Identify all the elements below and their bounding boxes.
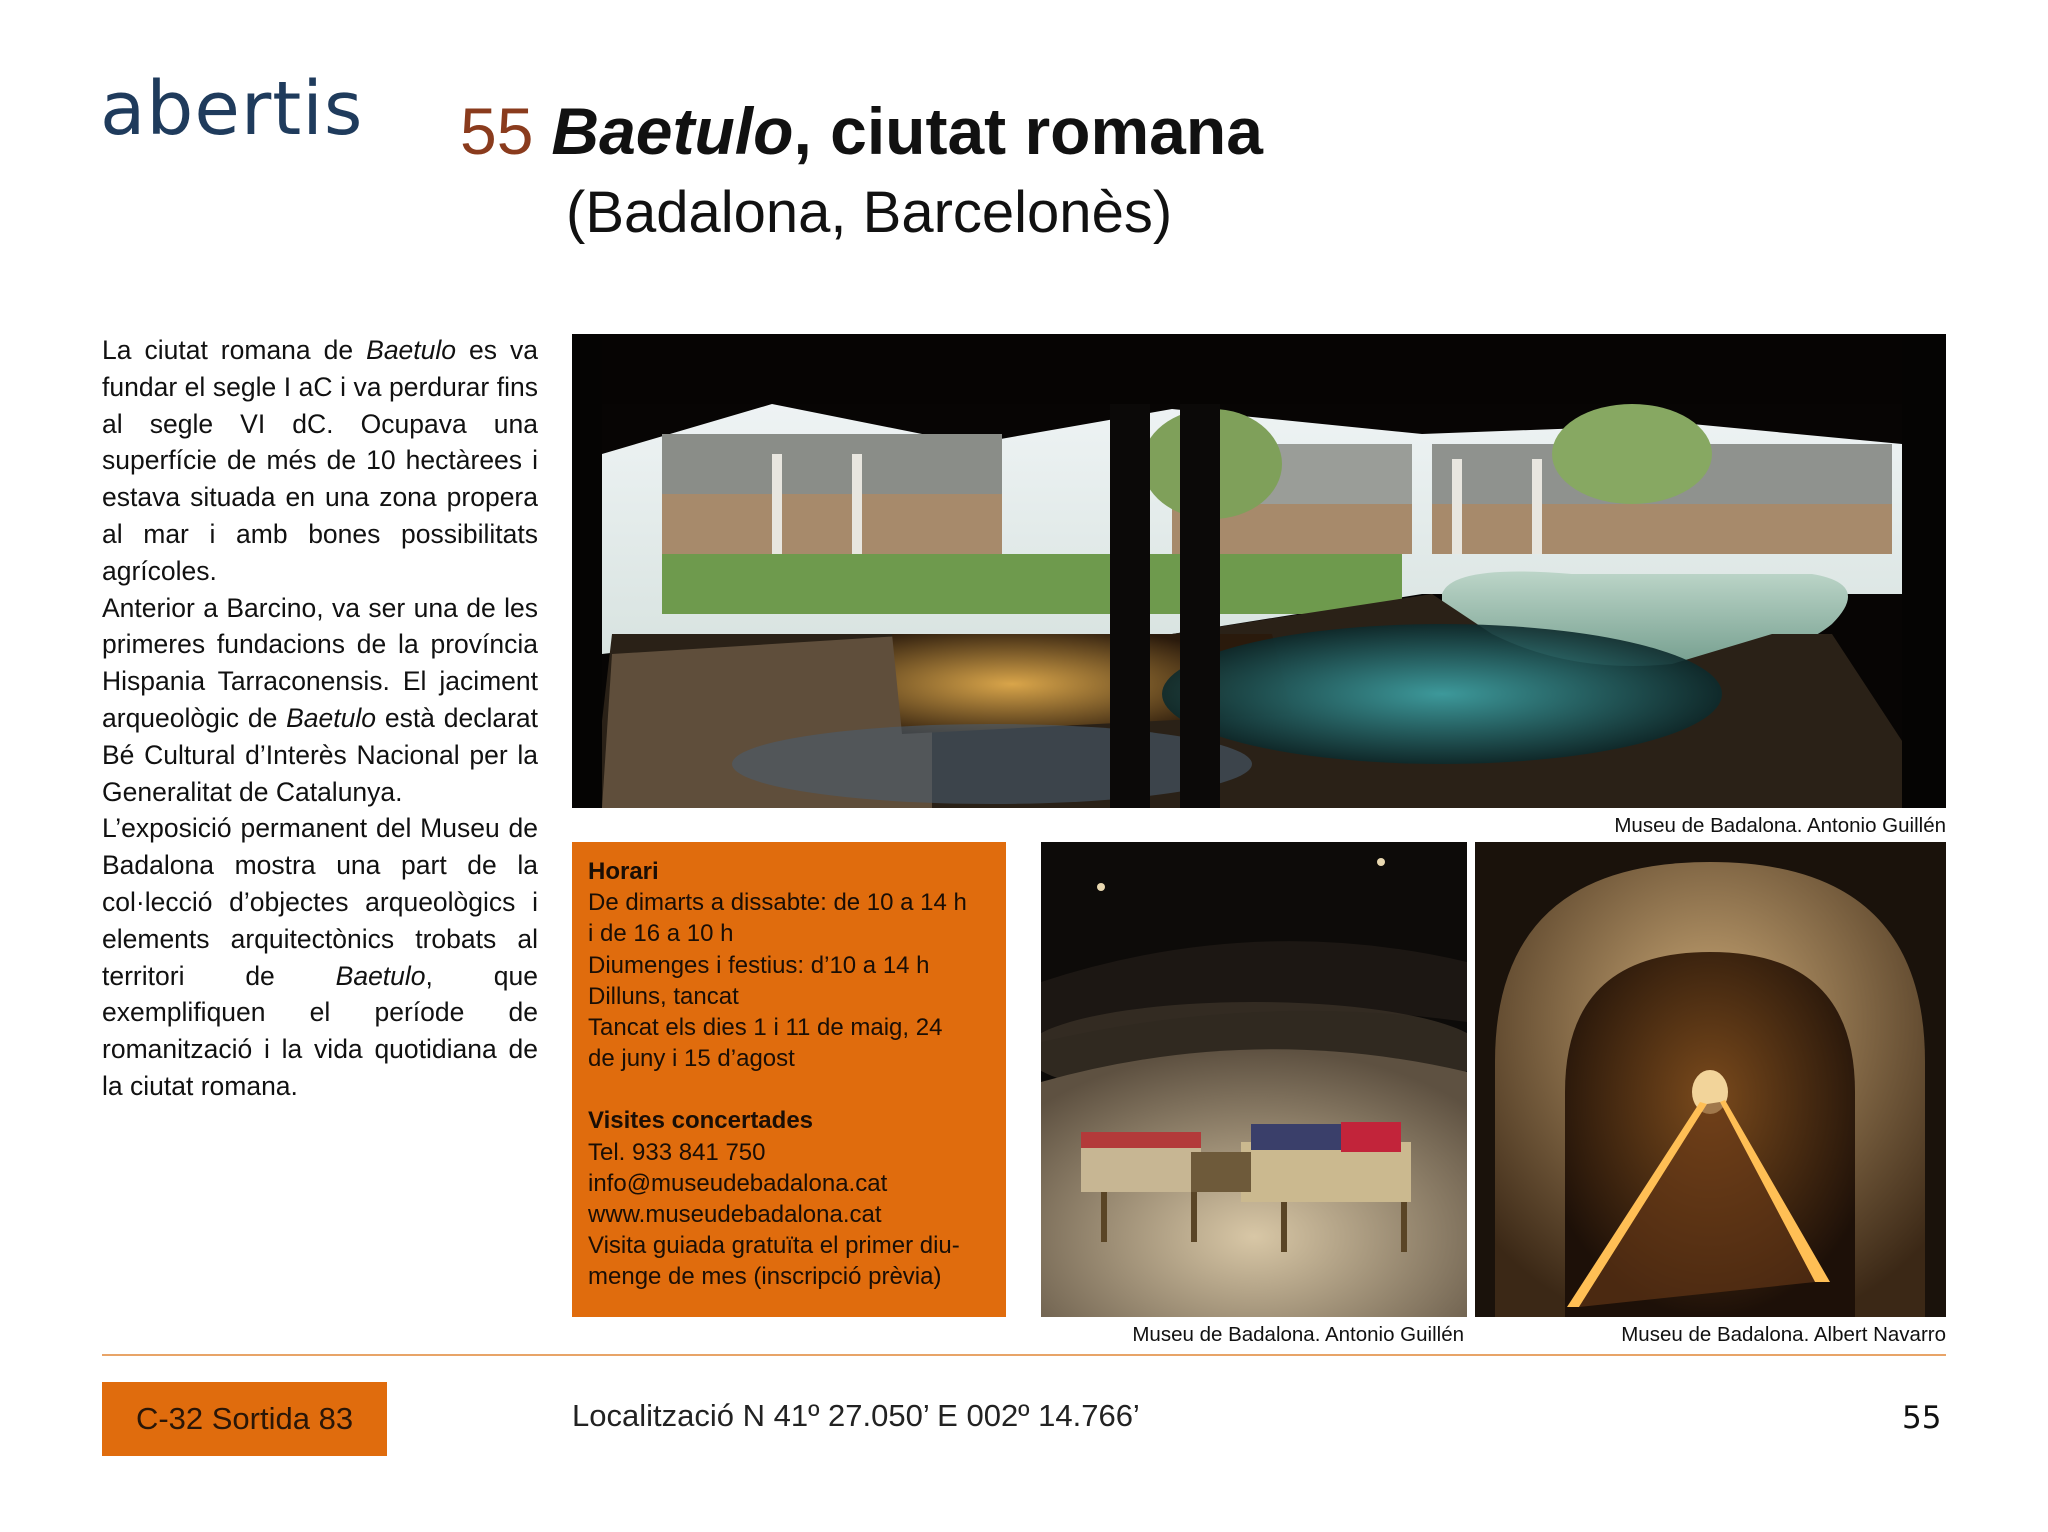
horari-line: Diumenges i festius: d’10 a 14 h — [588, 951, 930, 979]
route-badge: C-32 Sortida 83 — [102, 1382, 387, 1456]
paragraph-1: La ciutat romana de Baetulo es va fundar el segle I aC i va perdurar fins al segle VI dC. Ocupava una superfície de més de 10 hectàrees i estava situada en una zona propera al mar i amb bones possibilitats agrícoles. — [102, 335, 539, 586]
horari-line: Dilluns, tancat — [588, 982, 739, 1010]
triclinium-photo — [1041, 842, 1467, 1317]
horari-heading: Horari — [588, 858, 659, 885]
visites-heading: Visites concertades — [588, 1107, 814, 1135]
tunnel-caption: Museu de Badalona. Albert Navarro — [1621, 1323, 1946, 1346]
info-box — [572, 842, 1006, 1317]
title-rest: , ciutat romana — [793, 94, 1263, 168]
horari-line: i de 16 a 10 h — [588, 920, 734, 948]
page-title — [460, 94, 1263, 168]
page-subtitle: (Badalona, Barcelonès) — [566, 180, 1173, 245]
page-number: 55 — [1902, 1400, 1942, 1436]
main-photo — [572, 334, 1946, 808]
main-photo-caption: Museu de Badalona. Antonio Guillén — [1614, 814, 1946, 837]
paragraph-3: L’exposició permanent del Museu de Badalona mostra una part de la col·lecció d’objectes arqueològics i elements arquitectònics trobats al territori de Baetulo, que exemplifiquen el període de romanització i la vida quotidiana de la ciutat romana. — [102, 813, 538, 1101]
body-text — [102, 332, 538, 1105]
abertis-logo — [100, 66, 364, 192]
triclinium-caption: Museu de Badalona. Antonio Guillén — [1132, 1323, 1464, 1346]
horari-line: De dimarts a dissabte: de 10 a 14 h — [588, 889, 967, 917]
website-url: www.museudebadalona.cat — [588, 1201, 882, 1229]
horari-line: Tancat els dies 1 i 11 de maig, 24 — [588, 1014, 943, 1042]
visit-note: menge de mes (inscripció prèvia) — [588, 1263, 942, 1291]
visit-note: Visita guiada gratuïta el primer diu- — [588, 1232, 960, 1260]
location-coordinates: Localització N 41º 27.050’ E 002º 14.766’ — [572, 1398, 1140, 1433]
phone-number: Tel. 933 841 750 — [588, 1138, 766, 1166]
tunnel-photo — [1475, 842, 1946, 1317]
entry-number: 55 — [460, 94, 534, 168]
logo-wordmark: abertis — [100, 66, 364, 152]
email-address: info@museudebadalona.cat — [588, 1169, 888, 1197]
footer-divider — [102, 1354, 1946, 1356]
paragraph-2: Anterior a Barcino, va ser una de les primeres fundacions de la província Hispania Tarraconensis. El jaciment arqueològic de Baetulo està declarat Bé Cultural d’Interès Nacional per la Generalitat de Catalunya. — [102, 592, 539, 807]
horari-line: de juny i 15 d’agost — [588, 1045, 795, 1073]
title-italic: Baetulo — [551, 94, 794, 168]
